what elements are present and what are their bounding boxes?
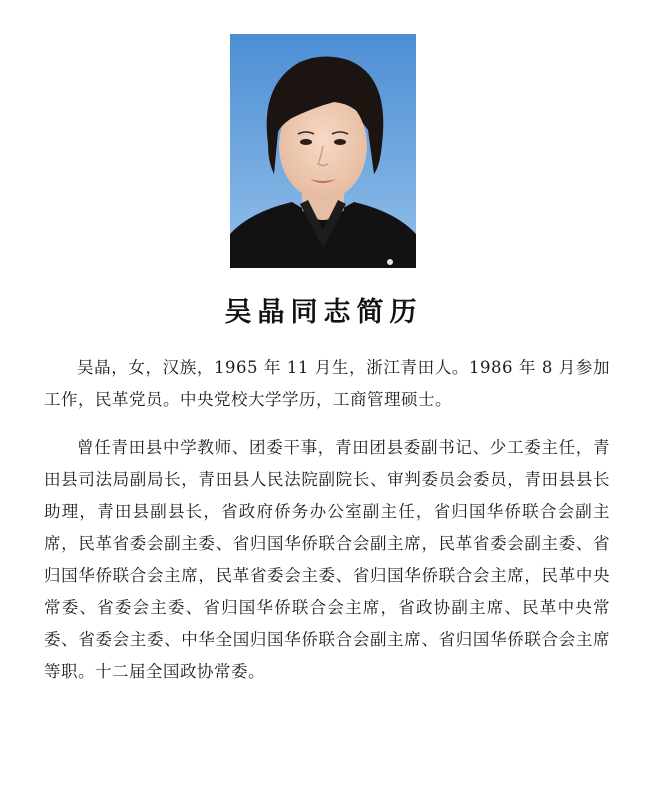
page-title: 吴晶同志简历 <box>224 297 423 328</box>
portrait-photo <box>230 34 416 268</box>
career-paragraph: 曾任青田县中学教师、团委干事，青田团县委副书记、少工委主任，青田县司法局副局长，青田县人民法院副院长、审判委员会委员，青田县县长助理，青田县副县长，省政府侨务办公室副主任，省归国华侨联合会副主席，民革省委会副主委、省归国华侨联合会副主席，民革省委会副主委、省归国华侨联合会主席，民革省委会主委、省归国华侨联合会主席，民革中央常委、省委会主委、省归国华侨联合会主席，省政协副主席、民革中央常委、省委会主委、中华全国归国华侨联合会副主席、省归国华侨联合会主席等职。十二届全国政协常委。 <box>44 438 610 681</box>
intro-paragraph: 吴晶，女，汉族，1965 年 11 月生，浙江青田人。1986 年 8 月参加工作，民革党员。中央党校大学学历，工商管理硕士。 <box>44 358 610 409</box>
portrait-illustration <box>230 34 416 268</box>
